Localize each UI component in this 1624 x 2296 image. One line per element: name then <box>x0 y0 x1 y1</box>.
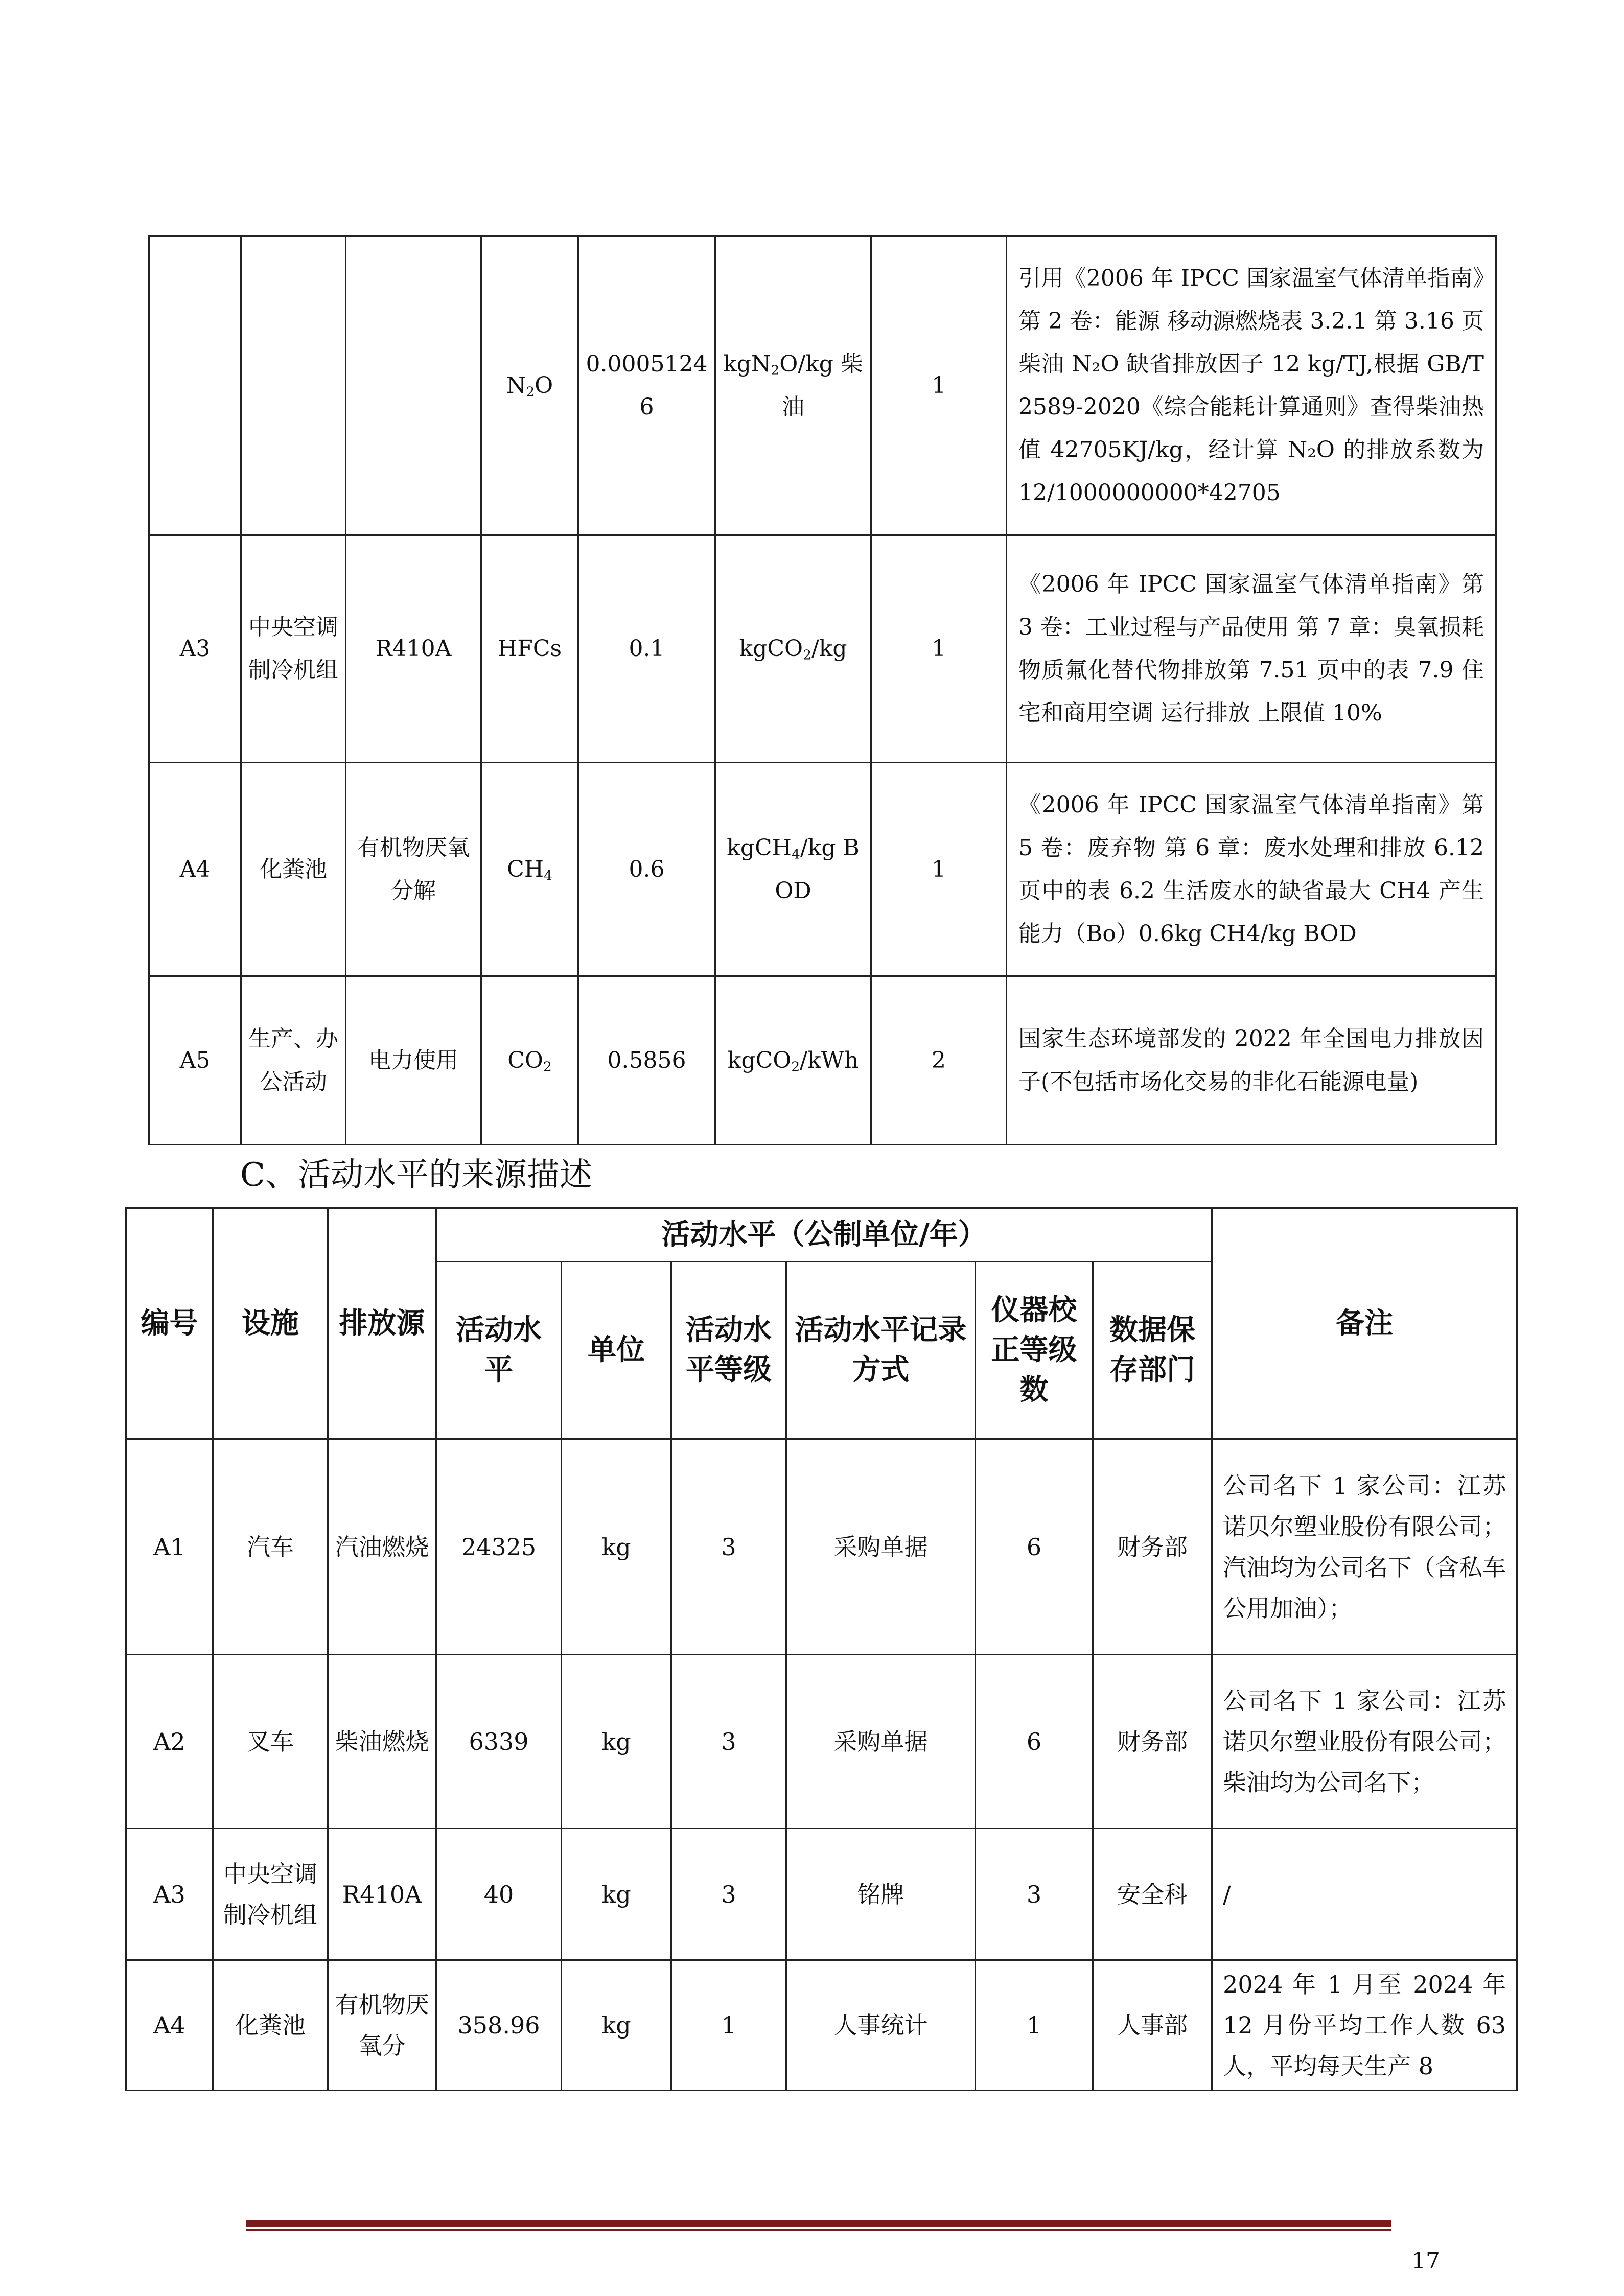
row-level: 1 <box>871 763 1007 976</box>
row-calibration: 6 <box>976 1655 1093 1829</box>
row-unit: kg <box>562 1829 671 1960</box>
header-note: 备注 <box>1212 1208 1517 1439</box>
table-row <box>149 236 1496 535</box>
row-record: 采购单据 <box>786 1655 976 1829</box>
row-activity: 24325 <box>436 1439 562 1655</box>
row-gas: HFCs <box>481 535 578 763</box>
row-source: 柴油燃烧 <box>328 1655 436 1829</box>
row-id: A2 <box>126 1655 213 1829</box>
row-gas: $CO_2$ <box>481 976 578 1145</box>
footer-rule-thin <box>246 2229 1391 2231</box>
row-record: 采购单据 <box>786 1439 976 1655</box>
header-source: 排放源 <box>328 1208 436 1439</box>
row-facility <box>241 236 346 535</box>
row-facility: 化粪池 <box>213 1960 328 2091</box>
header-record: 活动水平记录方式 <box>786 1262 976 1439</box>
table-row <box>126 1960 1517 2091</box>
row-id: A3 <box>149 535 241 763</box>
row-source: 有机物厌氧分 <box>328 1960 436 2091</box>
row-reference: 引用《2006 年 IPCC 国家温室气体清单指南》第 2 卷：能源 移动源燃烧表 3.2.1 第 3.16 页柴油 N₂O 缺省排放因子 12 kg/TJ,根据 GB/T 2589-2020《综合能耗计算通则》查得柴油热值 42705KJ/kg，经计算 N₂O 的排放系数为 12/1000000000*42705 <box>1007 236 1496 535</box>
page-number: 17 <box>1411 2248 1440 2274</box>
row-dept: 安全科 <box>1093 1829 1212 1960</box>
row-activity: 40 <box>436 1829 562 1960</box>
row-unit: kgCO$_2$/kg <box>715 535 871 763</box>
row-facility: 中央空调制冷机组 <box>241 535 346 763</box>
row-calibration: 6 <box>976 1439 1093 1655</box>
header-activity: 活动水平 <box>436 1262 562 1439</box>
row-facility: 化粪池 <box>241 763 346 976</box>
section-heading: C、活动水平的来源描述 <box>240 1156 592 1194</box>
row-note: 公司名下 1 家公司：江苏诺贝尔塑业股份有限公司；柴油均为公司名下； <box>1212 1655 1517 1829</box>
row-note: 2024 年 1 月至 2024 年 12 月份平均工作人数 63 人，平均每天生产 8 <box>1212 1960 1517 2091</box>
row-facility: 汽车 <box>213 1439 328 1655</box>
emission-factor-table <box>148 235 1497 1145</box>
row-facility: 叉车 <box>213 1655 328 1829</box>
row-id <box>149 236 241 535</box>
header-unit: 单位 <box>562 1262 671 1439</box>
row-source: 电力使用 <box>346 976 481 1145</box>
row-factor: 0.5856 <box>578 976 715 1145</box>
table-row <box>149 763 1496 976</box>
row-facility: 中央空调制冷机组 <box>213 1829 328 1960</box>
row-unit: kg <box>562 1655 671 1829</box>
row-factor: 0.6 <box>578 763 715 976</box>
row-calibration: 3 <box>976 1829 1093 1960</box>
row-facility: 生产、办公活动 <box>241 976 346 1145</box>
header-dept: 数据保存部门 <box>1093 1262 1212 1439</box>
row-level: 1 <box>871 236 1007 535</box>
row-id: A4 <box>149 763 241 976</box>
row-reference: 《2006 年 IPCC 国家温室气体清单指南》第 5 卷：废弃物 第 6 章：废水处理和排放 6.12 页中的表 6.2 生活废水的缺省最大 CH4 产生能力（Bo）0.6kg CH4/kg BOD <box>1007 763 1496 976</box>
table-row <box>149 535 1496 763</box>
row-unit: kgCH$_4$/kg BOD <box>715 763 871 976</box>
table-row <box>126 1655 1517 1829</box>
row-note: / <box>1212 1829 1517 1960</box>
row-id: A4 <box>126 1960 213 2091</box>
row-factor: 0.1 <box>578 535 715 763</box>
row-level: 3 <box>671 1829 786 1960</box>
activity-level-table <box>125 1207 1518 2091</box>
header-calibration: 仪器校正等级数 <box>976 1262 1093 1439</box>
row-source: 有机物厌氧分解 <box>346 763 481 976</box>
row-id: A3 <box>126 1829 213 1960</box>
row-level: 2 <box>871 976 1007 1145</box>
row-level: 3 <box>671 1439 786 1655</box>
row-dept: 财务部 <box>1093 1655 1212 1829</box>
row-calibration: 1 <box>976 1960 1093 2091</box>
row-level: 1 <box>871 535 1007 763</box>
row-source: 汽油燃烧 <box>328 1439 436 1655</box>
row-reference: 国家生态环境部发的 2022 年全国电力排放因子(不包括市场化交易的非化石能源电量) <box>1007 976 1496 1145</box>
row-gas: $CH_4$ <box>481 763 578 976</box>
footer-rule <box>246 2220 1391 2227</box>
row-reference: 《2006 年 IPCC 国家温室气体清单指南》第 3 卷：工业过程与产品使用 第 7 章：臭氧损耗物质氟化替代物排放第 7.51 页中的表 7.9 住宅和商用空调 运行排放 上限值 10% <box>1007 535 1496 763</box>
table-row <box>149 976 1496 1145</box>
row-unit: kg <box>562 1439 671 1655</box>
header-id: 编号 <box>126 1208 213 1439</box>
row-note: 公司名下 1 家公司：江苏诺贝尔塑业股份有限公司；汽油均为公司名下（含私车公用加油）； <box>1212 1439 1517 1655</box>
row-activity: 358.96 <box>436 1960 562 2091</box>
row-factor: 0.00051246 <box>578 236 715 535</box>
row-gas: $N_2O$ <box>481 236 578 535</box>
row-activity: 6339 <box>436 1655 562 1829</box>
row-dept: 人事部 <box>1093 1960 1212 2091</box>
row-source <box>346 236 481 535</box>
row-record: 铭牌 <box>786 1829 976 1960</box>
row-unit: kg <box>562 1960 671 2091</box>
row-level: 1 <box>671 1960 786 2091</box>
row-dept: 财务部 <box>1093 1439 1212 1655</box>
row-unit: kgN$_2$O/kg 柴油 <box>715 236 871 535</box>
row-id: A1 <box>126 1439 213 1655</box>
row-level: 3 <box>671 1655 786 1829</box>
row-id: A5 <box>149 976 241 1145</box>
table-row <box>126 1829 1517 1960</box>
header-level: 活动水平等级 <box>671 1262 786 1439</box>
row-record: 人事统计 <box>786 1960 976 2091</box>
table-row <box>126 1439 1517 1655</box>
row-unit: kgCO$_2$/kWh <box>715 976 871 1145</box>
header-facility: 设施 <box>213 1208 328 1439</box>
header-activity-group: 活动水平（公制单位/年） <box>436 1208 1212 1262</box>
row-source: R410A <box>346 535 481 763</box>
row-source: R410A <box>328 1829 436 1960</box>
